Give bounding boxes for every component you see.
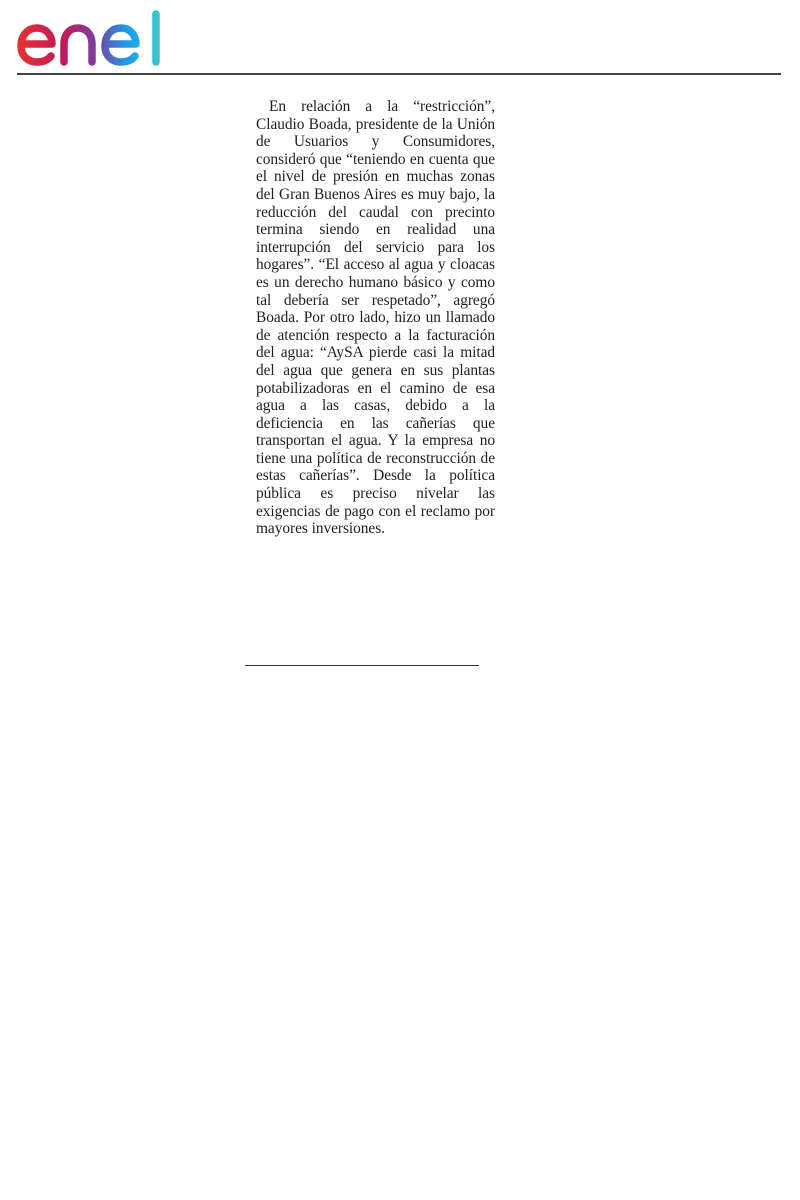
header-divider <box>17 73 781 75</box>
page-header <box>0 0 800 76</box>
enel-logo <box>16 10 170 66</box>
article-paragraph: En relación a la “restricción”, Claudio Boada, presidente de la Unión de Usuarios y Consumidores, consideró que “teniendo en cuenta que el nivel de presión en muchas zonas del Gran Buenos Aires es muy bajo, la reducción del caudal con precinto termina siendo en realidad una interrupción del servicio para los hogares”. “El acceso al agua y cloacas es un derecho humano básico y como tal debería ser respetado”, agregó Boada. Por otro lado, hizo un llamado de atención respecto a la facturación del agua: “AySA pierde casi la mitad del agua que genera en sus plantas potabilizadoras en el camino de esa agua a las casas, debido a la deficiencia en las cañerías que transportan el agua. Y la empresa no tiene una política de reconstrucción de estas cañerías”. Desde la política pública es preciso nivelar las exigencias de pago con el reclamo por mayores inversiones. <box>256 98 495 538</box>
article-column <box>256 98 495 538</box>
article-end-divider <box>245 665 479 666</box>
